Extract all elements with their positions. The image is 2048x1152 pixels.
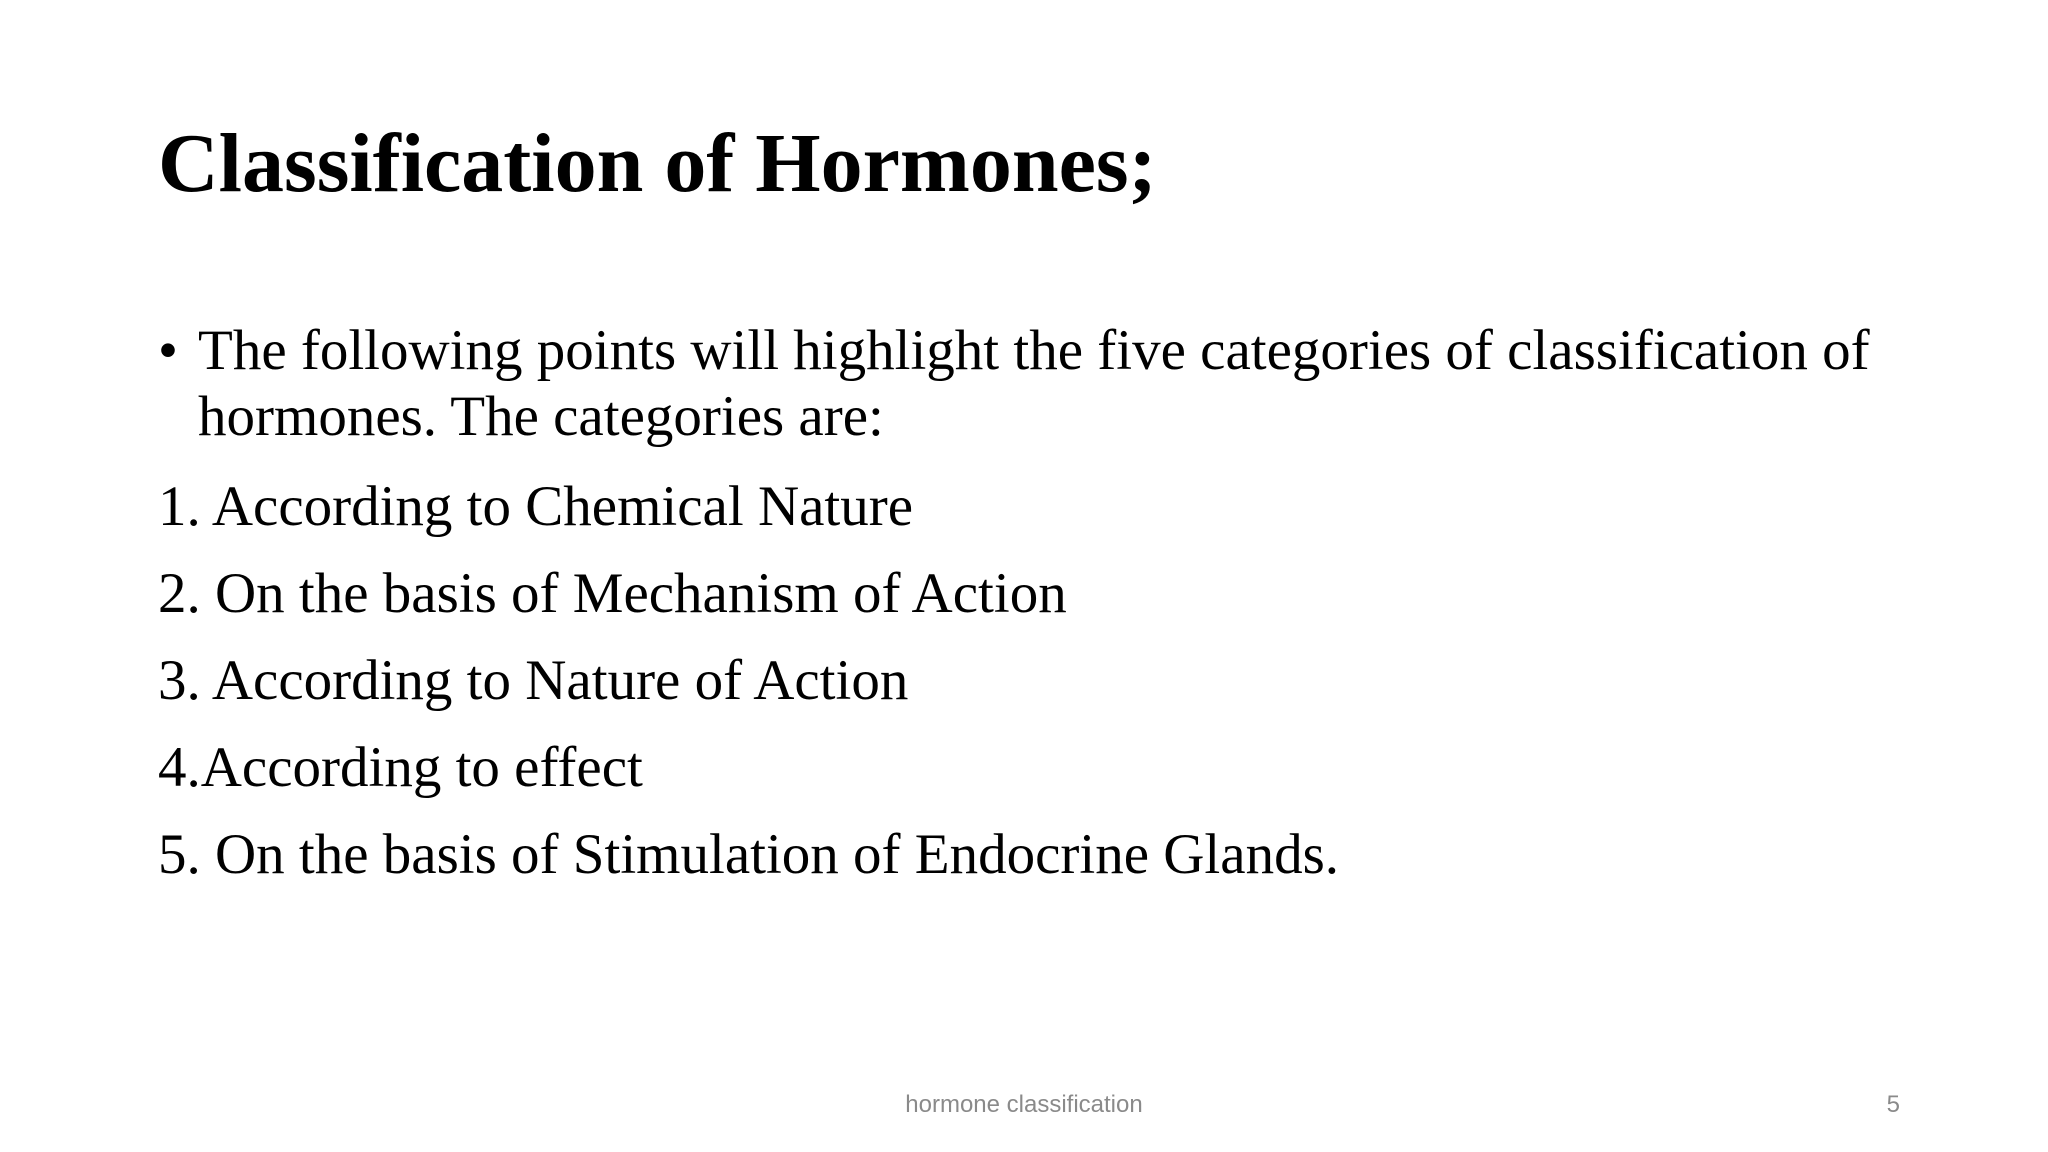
slide-footer: hormone classification	[905, 1091, 1143, 1118]
list-item: 5. On the basis of Stimulation of Endocrine Glands.	[158, 823, 1339, 886]
list-item: 1. According to Chemical Nature	[158, 475, 914, 538]
list-item: 2. On the basis of Mechanism of Action	[158, 562, 1067, 625]
intro-text: The following points will highlight the five categories of classification of hormones. The categories are:	[198, 319, 1870, 448]
intro-bullet	[158, 318, 1918, 450]
list-item: 3. According to Nature of Action	[158, 649, 909, 712]
slide-body	[158, 318, 1918, 909]
category-list	[158, 474, 1918, 888]
slide-title: Classification of Hormones;	[158, 117, 1157, 210]
bullet-dot-icon: •	[158, 319, 178, 382]
list-item: 4.According to effect	[158, 736, 643, 799]
page-number: 5	[1886, 1091, 1900, 1118]
